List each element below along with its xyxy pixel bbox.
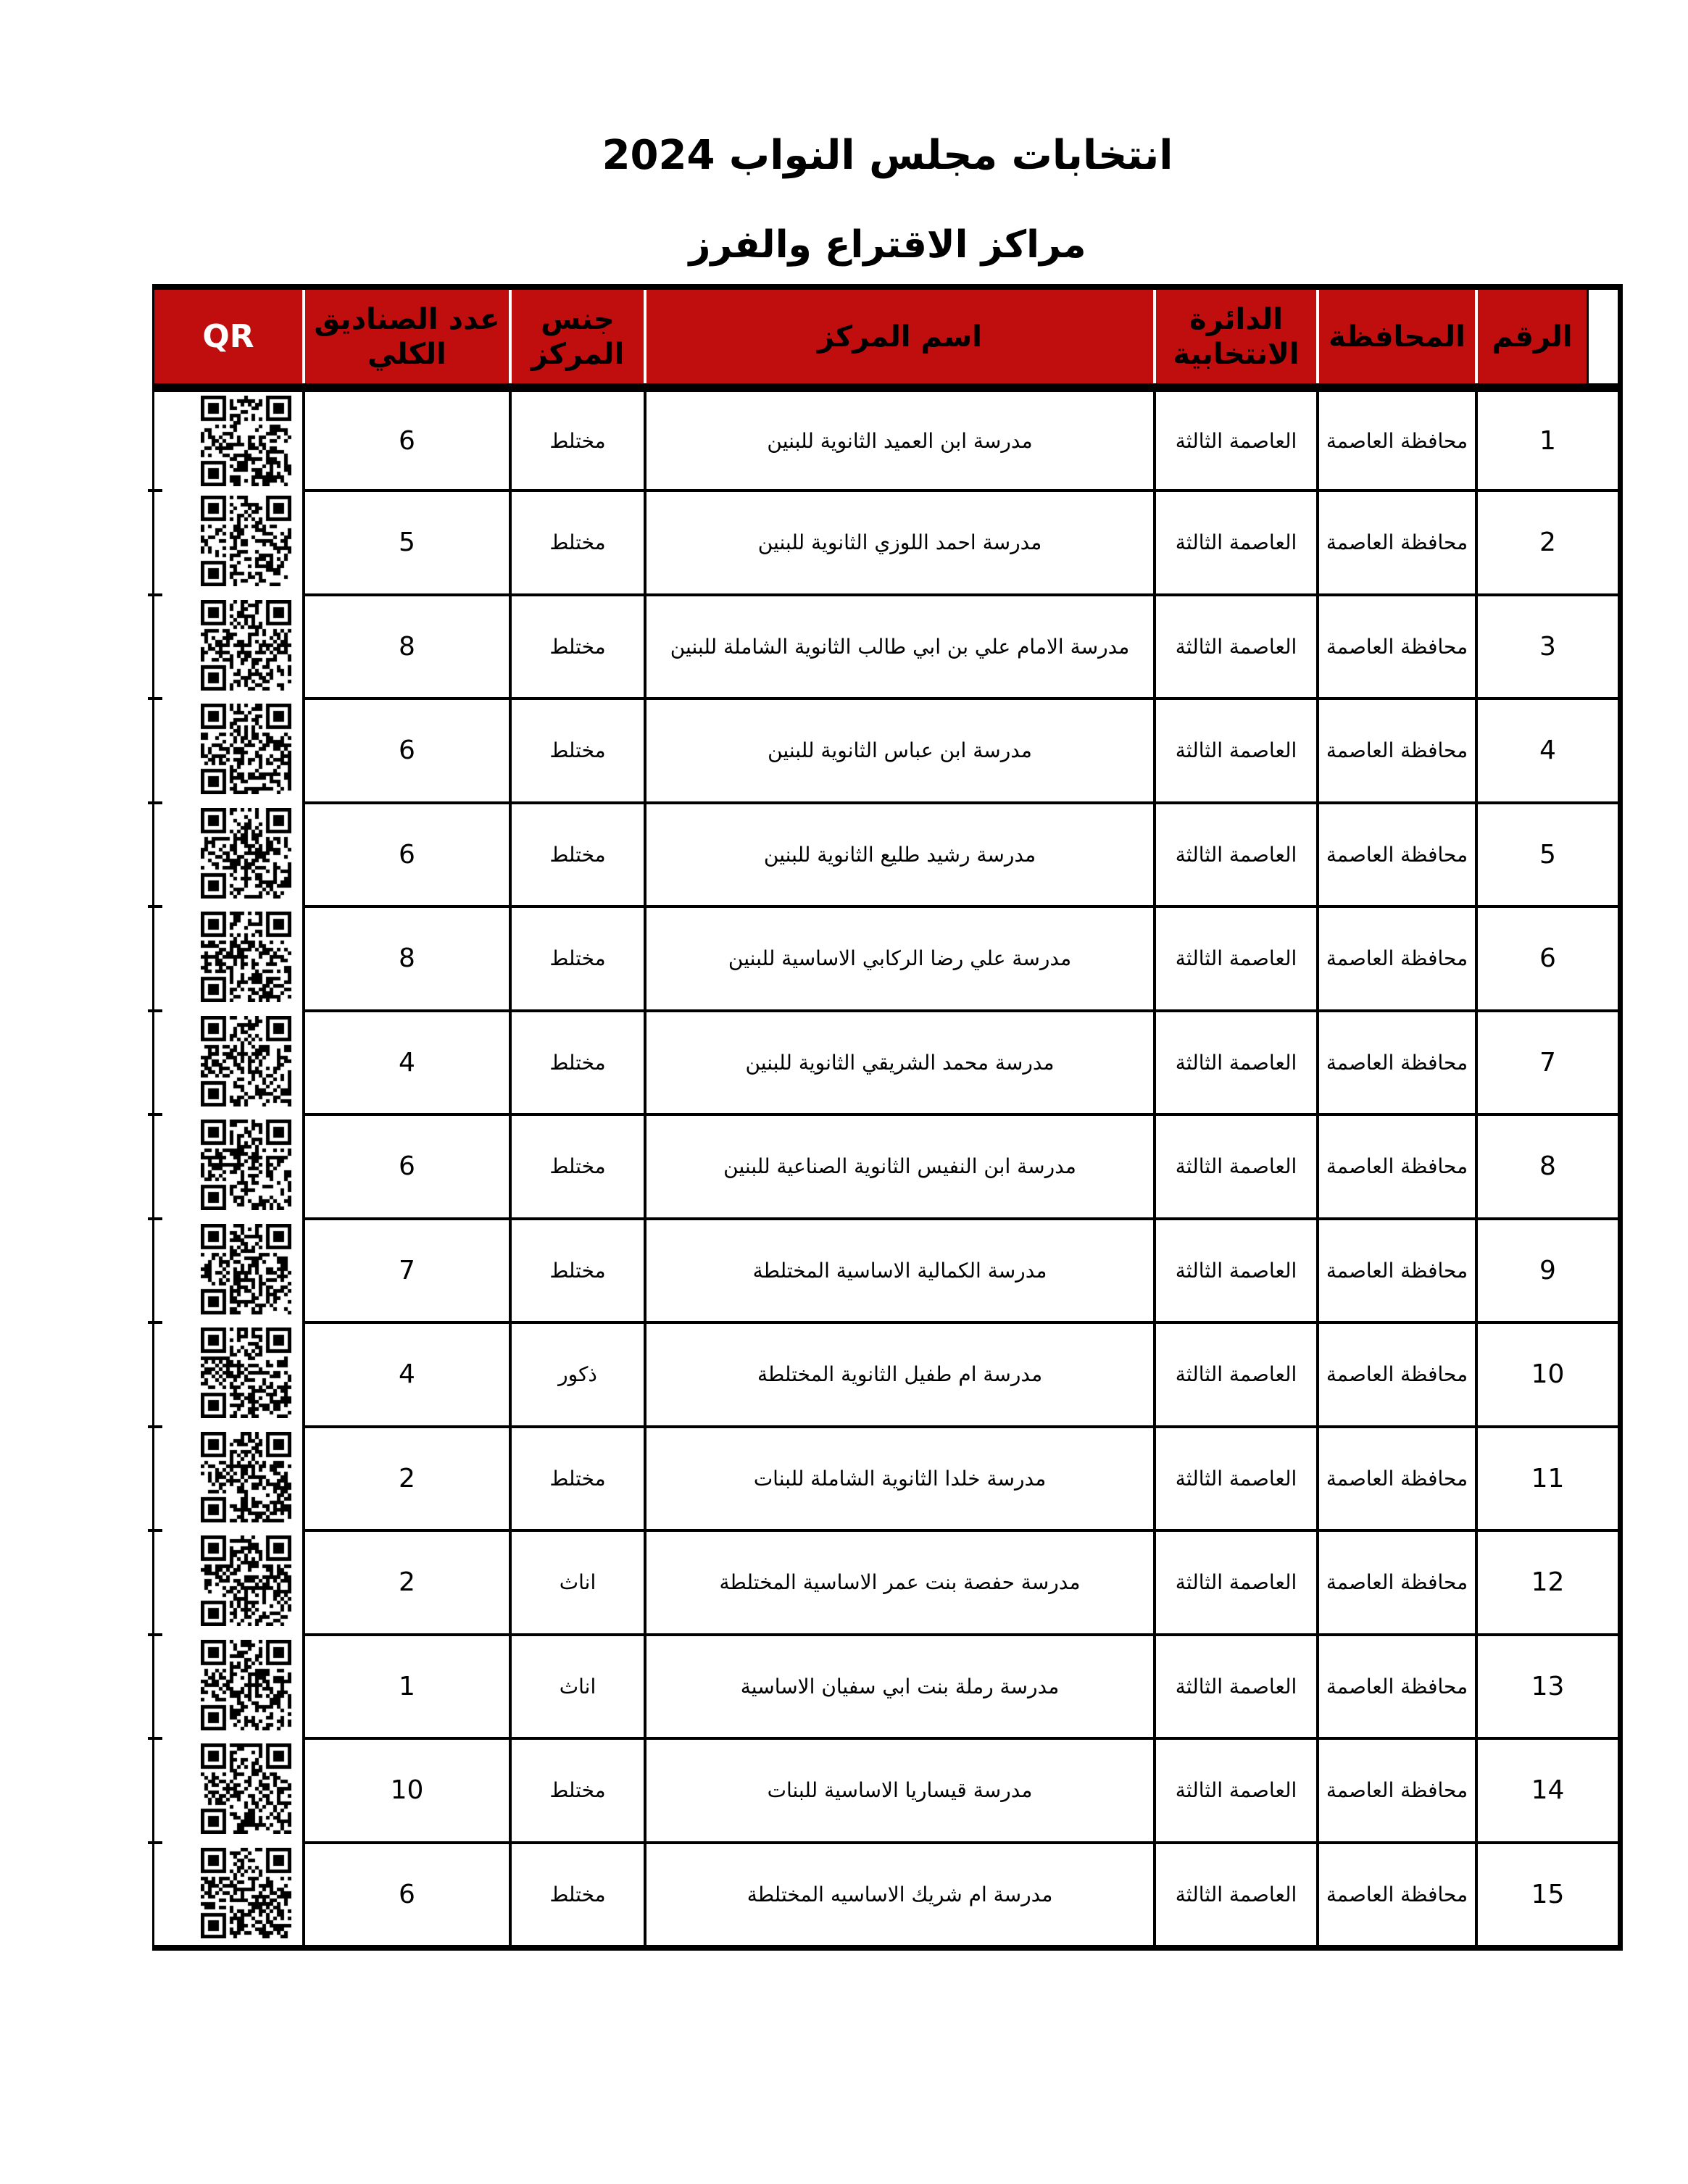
district-cell: العاصمة الثالثة	[1153, 1217, 1316, 1322]
row-number-cell: 6	[1475, 905, 1618, 1009]
governorate-cell: محافظة العاصمة	[1316, 1737, 1475, 1841]
qr-cell	[154, 1425, 302, 1530]
center-gender-cell: مختلط	[509, 1425, 644, 1530]
table-row	[154, 697, 1618, 801]
center-name-cell: مدرسة ابن العميد الثانوية للبنين	[644, 392, 1153, 489]
governorate-cell: محافظة العاصمة	[1316, 697, 1475, 801]
center-gender-cell: مختلط	[509, 392, 644, 489]
center-gender-cell: اناث	[509, 1633, 644, 1738]
center-gender-cell: مختلط	[509, 489, 644, 593]
district-cell: العاصمة الثالثة	[1153, 1321, 1316, 1425]
total-boxes-cell: 5	[302, 489, 509, 593]
total-boxes-cell: 6	[302, 1841, 509, 1946]
row-number-cell: 13	[1475, 1633, 1618, 1738]
table-row	[154, 593, 1618, 698]
district-cell: العاصمة الثالثة	[1153, 1009, 1316, 1114]
center-gender-cell: مختلط	[509, 1841, 644, 1946]
header-cell-district: الدائرة الانتخابية	[1153, 290, 1316, 383]
center-name-cell: مدرسة حفصة بنت عمر الاساسية المختلطة	[644, 1529, 1153, 1633]
qr-code-image	[201, 1848, 291, 1938]
table-row	[154, 905, 1618, 1009]
district-cell: العاصمة الثالثة	[1153, 1529, 1316, 1633]
polling-centers-table	[152, 284, 1623, 1951]
row-number-cell: 1	[1475, 392, 1618, 489]
district-cell: العاصمة الثالثة	[1153, 1841, 1316, 1946]
center-gender-cell: ذكور	[509, 1321, 644, 1425]
total-boxes-cell: 6	[302, 801, 509, 906]
total-boxes-cell: 1	[302, 1633, 509, 1738]
center-name-cell: مدرسة احمد اللوزي الثانوية للبنين	[644, 489, 1153, 593]
district-cell: العاصمة الثالثة	[1153, 1113, 1316, 1217]
governorate-cell: محافظة العاصمة	[1316, 593, 1475, 698]
center-name-cell: مدرسة ابن النفيس الثانوية الصناعية للبنين	[644, 1113, 1153, 1217]
center-name-cell: مدرسة رملة بنت ابي سفيان الاساسية	[644, 1633, 1153, 1738]
table-header-row	[154, 290, 1618, 392]
row-number-cell: 10	[1475, 1321, 1618, 1425]
center-name-cell: مدرسة رشيد طليع الثانوية للبنين	[644, 801, 1153, 906]
governorate-cell: محافظة العاصمة	[1316, 1217, 1475, 1322]
row-number-cell: 5	[1475, 801, 1618, 906]
table-row	[154, 489, 1618, 593]
qr-code-image	[201, 1432, 291, 1522]
qr-cell	[154, 1113, 302, 1217]
table-row	[154, 1217, 1618, 1322]
qr-cell	[154, 1529, 302, 1633]
qr-cell	[154, 801, 302, 906]
governorate-cell: محافظة العاصمة	[1316, 801, 1475, 906]
total-boxes-cell: 8	[302, 905, 509, 1009]
governorate-cell: محافظة العاصمة	[1316, 1113, 1475, 1217]
qr-cell	[154, 1217, 302, 1322]
qr-code-image	[201, 496, 291, 586]
governorate-cell: محافظة العاصمة	[1316, 489, 1475, 593]
center-gender-cell: مختلط	[509, 801, 644, 906]
qr-code-image	[201, 912, 291, 1002]
center-name-cell: مدرسة الامام علي بن ابي طالب الثانوية الشاملة للبنين	[644, 593, 1153, 698]
header-cell-total-boxes: عدد الصناديق الكلي	[302, 290, 509, 383]
total-boxes-cell: 2	[302, 1425, 509, 1530]
total-boxes-cell: 2	[302, 1529, 509, 1633]
table-row	[154, 801, 1618, 906]
qr-code-image	[201, 704, 291, 794]
governorate-cell: محافظة العاصمة	[1316, 392, 1475, 489]
qr-cell	[154, 1009, 302, 1114]
qr-code-image	[201, 600, 291, 691]
governorate-cell: محافظة العاصمة	[1316, 1321, 1475, 1425]
governorate-cell: محافظة العاصمة	[1316, 1841, 1475, 1946]
header-cell-governorate: المحافظة	[1316, 290, 1475, 383]
center-name-cell: مدرسة قيساريا الاساسية للبنات	[644, 1737, 1153, 1841]
qr-code-image	[201, 1535, 291, 1626]
row-number-cell: 7	[1475, 1009, 1618, 1114]
header-cell-number: الرقم	[1475, 290, 1587, 383]
qr-code-image	[201, 396, 291, 486]
qr-code-image	[201, 1743, 291, 1834]
total-boxes-cell: 6	[302, 697, 509, 801]
district-cell: العاصمة الثالثة	[1153, 1425, 1316, 1530]
table-row	[154, 1321, 1618, 1425]
row-number-cell: 4	[1475, 697, 1618, 801]
district-cell: العاصمة الثالثة	[1153, 392, 1316, 489]
qr-cell	[154, 392, 302, 489]
total-boxes-cell: 7	[302, 1217, 509, 1322]
center-name-cell: مدرسة ام شريك الاساسيه المختلطة	[644, 1841, 1153, 1946]
row-number-cell: 14	[1475, 1737, 1618, 1841]
table-row	[154, 1633, 1618, 1738]
qr-cell	[154, 1321, 302, 1425]
row-number-cell: 3	[1475, 593, 1618, 698]
center-name-cell: مدرسة ام طفيل الثانوية المختلطة	[644, 1321, 1153, 1425]
district-cell: العاصمة الثالثة	[1153, 1737, 1316, 1841]
center-gender-cell: مختلط	[509, 697, 644, 801]
header-cell-empty-strip	[1587, 290, 1618, 383]
qr-cell	[154, 905, 302, 1009]
total-boxes-cell: 4	[302, 1321, 509, 1425]
total-boxes-cell: 4	[302, 1009, 509, 1114]
center-name-cell: مدرسة ابن عباس الثانوية للبنين	[644, 697, 1153, 801]
center-gender-cell: مختلط	[509, 905, 644, 1009]
table-row	[154, 392, 1618, 489]
table-row	[154, 1113, 1618, 1217]
qr-cell	[154, 697, 302, 801]
center-gender-cell: مختلط	[509, 1113, 644, 1217]
district-cell: العاصمة الثالثة	[1153, 593, 1316, 698]
table-row	[154, 1841, 1618, 1946]
table-row	[154, 1425, 1618, 1530]
qr-cell	[154, 1633, 302, 1738]
row-number-cell: 11	[1475, 1425, 1618, 1530]
qr-cell	[154, 489, 302, 593]
row-number-cell: 8	[1475, 1113, 1618, 1217]
district-cell: العاصمة الثالثة	[1153, 489, 1316, 593]
governorate-cell: محافظة العاصمة	[1316, 1009, 1475, 1114]
total-boxes-cell: 10	[302, 1737, 509, 1841]
qr-code-image	[201, 1016, 291, 1106]
qr-code-image	[201, 1328, 291, 1418]
qr-cell	[154, 593, 302, 698]
district-cell: العاصمة الثالثة	[1153, 697, 1316, 801]
center-name-cell: مدرسة خلدا الثانوية الشاملة للبنات	[644, 1425, 1153, 1530]
center-gender-cell: مختلط	[509, 593, 644, 698]
qr-code-image	[201, 808, 291, 899]
total-boxes-cell: 8	[302, 593, 509, 698]
page-subtitle: مراكز الاقتراع والفرز	[689, 223, 1086, 267]
table-row	[154, 1737, 1618, 1841]
district-cell: العاصمة الثالثة	[1153, 1633, 1316, 1738]
governorate-cell: محافظة العاصمة	[1316, 1633, 1475, 1738]
row-number-cell: 2	[1475, 489, 1618, 593]
row-number-cell: 12	[1475, 1529, 1618, 1633]
center-gender-cell: اناث	[509, 1529, 644, 1633]
center-name-cell: مدرسة علي رضا الركابي الاساسية للبنين	[644, 905, 1153, 1009]
center-gender-cell: مختلط	[509, 1009, 644, 1114]
governorate-cell: محافظة العاصمة	[1316, 1529, 1475, 1633]
center-gender-cell: مختلط	[509, 1737, 644, 1841]
district-cell: العاصمة الثالثة	[1153, 905, 1316, 1009]
header-cell-qr: QR	[154, 290, 302, 383]
center-name-cell: مدرسة الكمالية الاساسية المختلطة	[644, 1217, 1153, 1322]
header-cell-center-gender: جنس المركز	[509, 290, 644, 383]
qr-code-image	[201, 1224, 291, 1314]
district-cell: العاصمة الثالثة	[1153, 801, 1316, 906]
governorate-cell: محافظة العاصمة	[1316, 1425, 1475, 1530]
qr-code-image	[201, 1640, 291, 1730]
governorate-cell: محافظة العاصمة	[1316, 905, 1475, 1009]
table-body	[154, 392, 1618, 1945]
total-boxes-cell: 6	[302, 1113, 509, 1217]
row-number-cell: 9	[1475, 1217, 1618, 1322]
total-boxes-cell: 6	[302, 392, 509, 489]
table-row	[154, 1529, 1618, 1633]
row-number-cell: 15	[1475, 1841, 1618, 1946]
table-row	[154, 1009, 1618, 1114]
center-name-cell: مدرسة محمد الشريقي الثانوية للبنين	[644, 1009, 1153, 1114]
center-gender-cell: مختلط	[509, 1217, 644, 1322]
page-title: انتخابات مجلس النواب 2024	[602, 132, 1173, 179]
qr-code-image	[201, 1120, 291, 1210]
header-cell-center-name: اسم المركز	[644, 290, 1153, 383]
qr-cell	[154, 1841, 302, 1946]
qr-cell	[154, 1737, 302, 1841]
